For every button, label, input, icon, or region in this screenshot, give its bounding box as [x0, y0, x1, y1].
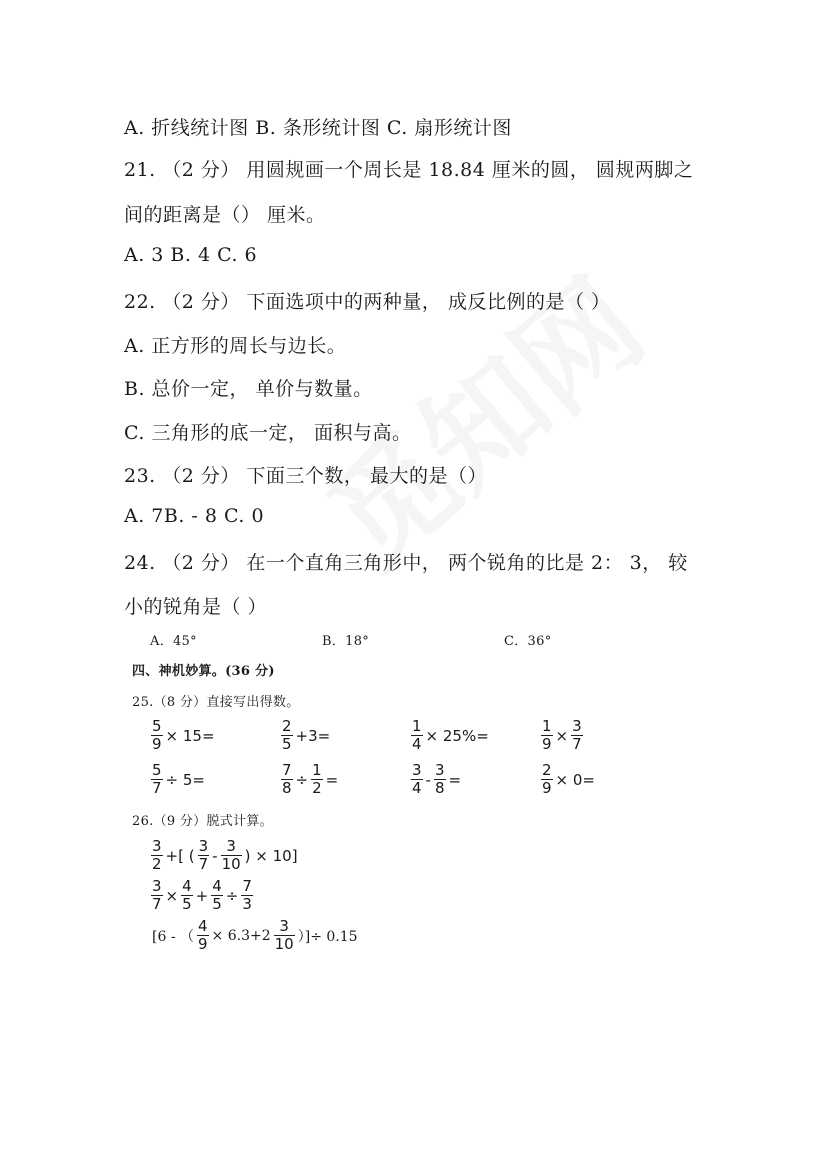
- q22-option-c: C. 三角形的底一定， 面积与高。: [124, 422, 412, 444]
- q24-option-a: A．45°: [150, 634, 197, 649]
- q26-stem: 26.（9 分）脱式计算。: [132, 814, 273, 829]
- q24-option-b: B．18°: [322, 634, 370, 649]
- q25-expr-5: $\frac{5}{7}$ ÷ 5=: [152, 761, 205, 797]
- q25-stem: 25.（8 分）直接写出得数。: [132, 695, 300, 710]
- q24-stem-line2: 小的锐角是（ ）: [124, 596, 268, 618]
- q25-expr-3: $\frac{1}{4}$ × 25%=: [412, 717, 489, 753]
- q26-calc-2: $\frac{3}{7}$ × $\frac{4}{5}$ + $\frac{4}{5}$ ÷ $\frac{7}{3}$: [152, 877, 252, 913]
- q26-calc-3: [6 - （ $\frac{4}{9}$ × 6.3+2 $\frac{3}{10}$ ）]÷ 0.15: [152, 917, 358, 953]
- q24-stem-line1: 24. （2 分） 在一个直角三角形中， 两个锐角的比是 2： 3， 较: [124, 552, 688, 574]
- q23-options: A. 7B. - 8 C. 0: [124, 505, 265, 527]
- q25-expr-2: $\frac{2}{5}$ +3=: [282, 717, 331, 753]
- q22-stem: 22. （2 分） 下面选项中的两种量， 成反比例的是（ ）: [124, 291, 611, 313]
- q21-stem-line2: 间的距离是（） 厘米。: [124, 204, 326, 226]
- q24-option-c: C．36°: [504, 634, 552, 649]
- q23-stem: 23. （2 分） 下面三个数， 最大的是（）: [124, 465, 487, 487]
- q25-expr-4: $\frac{1}{9}$ × $\frac{3}{7}$: [542, 717, 582, 753]
- q22-option-b: B. 总价一定， 单价与数量。: [124, 378, 373, 400]
- q25-expr-6: $\frac{7}{8}$ ÷ $\frac{1}{2}$ =: [282, 761, 339, 797]
- section-4-heading: 四、神机妙算。(36 分): [132, 664, 275, 679]
- q20-options: A. 折线统计图 B. 条形统计图 C. 扇形统计图: [124, 117, 512, 139]
- q25-expr-1: $\frac{5}{9}$ × 15=: [152, 717, 215, 753]
- q25-expr-8: $\frac{2}{9}$ × 0=: [542, 761, 595, 797]
- q25-expr-7: $\frac{3}{4}$ - $\frac{3}{8}$ =: [412, 761, 462, 797]
- q21-stem-line1: 21. （2 分） 用圆规画一个周长是 18.84 厘米的圆， 圆规两脚之: [124, 159, 694, 181]
- q22-option-a: A. 正方形的周长与边长。: [124, 335, 347, 357]
- q26-calc-1: $\frac{3}{2}$ +[ ( $\frac{3}{7}$ - $\frac{3}{10}$ ) × 10]: [152, 837, 298, 873]
- q21-options: A. 3 B. 4 C. 6: [124, 244, 258, 266]
